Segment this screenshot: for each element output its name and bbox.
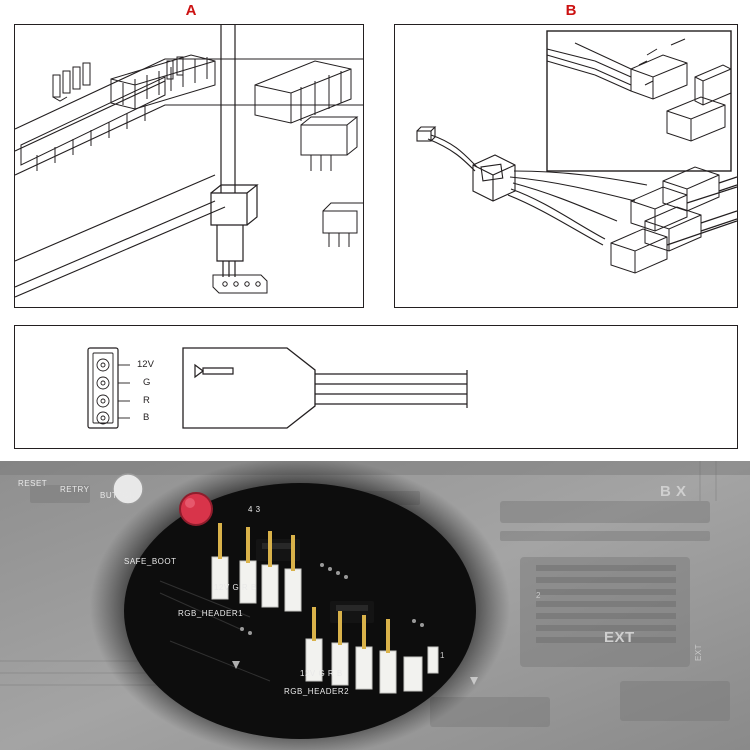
pin-label-12v: 12V bbox=[137, 359, 154, 370]
panel-b-illustration bbox=[394, 24, 738, 308]
silk-pin-1: 1 bbox=[440, 651, 445, 660]
panel-a-label: A bbox=[185, 2, 197, 19]
silk-header2-name: RGB_HEADER2 bbox=[284, 687, 350, 696]
pin-label-r: R bbox=[143, 395, 150, 406]
panel-a-illustration bbox=[14, 24, 364, 308]
motherboard-photo bbox=[0, 461, 750, 750]
pin-label-g: G bbox=[143, 377, 151, 388]
pin-label-b: B bbox=[143, 412, 150, 423]
silk-bx: B X bbox=[660, 483, 687, 500]
silk-button: BUTTON bbox=[100, 491, 136, 500]
panel-b-label: B bbox=[565, 2, 577, 19]
silk-safe-boot: SAFE_BOOT bbox=[124, 557, 177, 566]
silk-reset: RESET bbox=[18, 479, 48, 488]
silk-ext: EXT bbox=[604, 629, 635, 646]
silk-pin-2: 2 bbox=[536, 591, 541, 600]
silk-side-rotated: EXT bbox=[694, 643, 703, 661]
silk-pin-numbers-43: 4 3 bbox=[248, 505, 261, 514]
silk-header1-name: RGB_HEADER1 bbox=[178, 609, 244, 618]
silk-retry: RETRY bbox=[60, 485, 90, 494]
panel-c-pinout bbox=[14, 325, 738, 449]
silk-header2-pins: 12V G R B bbox=[300, 669, 343, 678]
silk-header1-pins: 12V G R B bbox=[214, 583, 257, 592]
